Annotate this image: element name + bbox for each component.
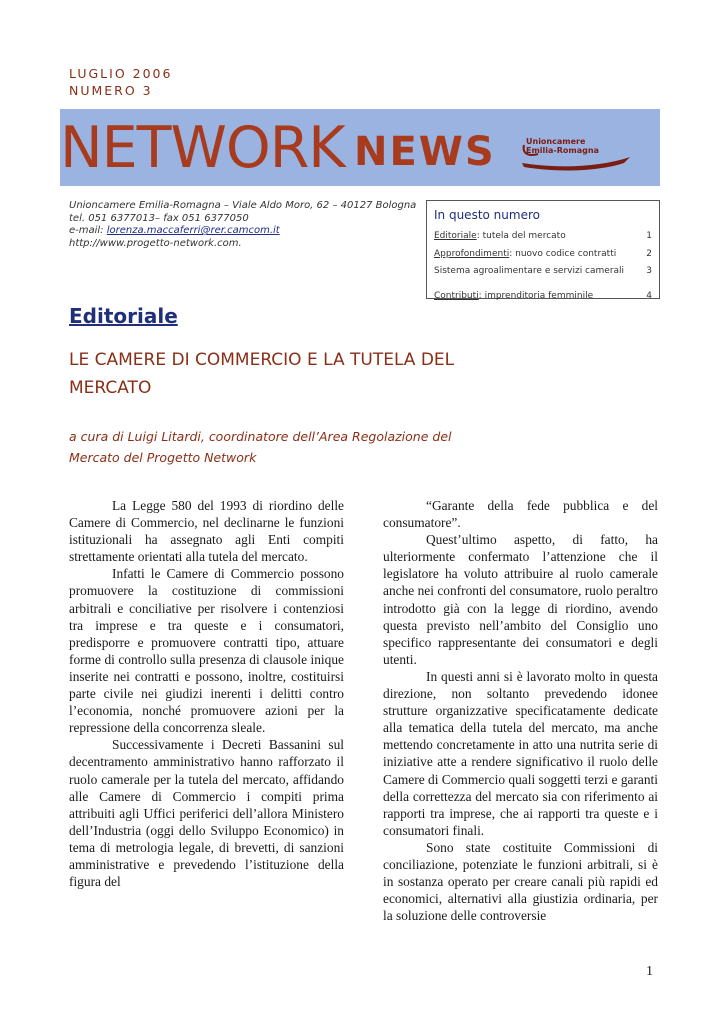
toc-item-topic: Sistema agroalimentare e servizi camerali (434, 266, 625, 276)
toc-box: In questo numero Editoriale: tutela del mercato 1 Approfondimenti: nuovo codice contratti 2 Sistema agroalimentare e servizi camerali 3 Contributi: imprenditoria femminile 4 (426, 200, 660, 299)
unioncamere-logo (520, 123, 632, 181)
paragraph: Sono state costituite Commissioni di conciliazione, potenziate le funzioni arbitrali, si è in sostanza operato per creare canali più rapidi ed economici, alternativi alla giustizia ordinaria, per la soluzione delle controversie (383, 839, 658, 924)
toc-item-topic: imprenditoria femminile (484, 291, 594, 301)
article-headline: LE CAMERE DI COMMERCIO E LA TUTELA DEL MERCATO (69, 350, 455, 398)
address: Unioncamere Emilia-Romagna – Viale Aldo Moro, 62 – 40127 Bologna (69, 200, 417, 211)
paragraph: Infatti le Camere di Commercio possono promuovere la costituzione di commissioni arbitrali e conciliative per risolvere i contenziosi tra imprese e tra queste e i consumatori, predisporre e promuovere contratti tipo, attuare forme di controllo sulla presenza di clausole inique inserite nei contratti e possono, inoltre, costituirsi parte civile nei giudizi inerenti i delitti contro l’economia, nonché promuovere azioni per la repressione della concorrenza sleale. (69, 566, 344, 736)
issue-number: NUMERO 3 (69, 83, 153, 98)
paragraph: “Garante della fede pubblica e del consumatore”. (383, 498, 658, 531)
article-byline: a cura di Luigi Litardi, coordinatore dell’Area Regolazione del Mercato del Progetto Network (69, 429, 452, 465)
toc-item-topic: tutela del mercato (482, 231, 566, 241)
article-column-right (383, 497, 658, 924)
toc-title: In questo numero (434, 208, 540, 222)
paragraph: Successivamente i Decreti Bassanini sul decentramento amministrativo hanno rafforzato il ruolo camerale per la tutela del mercato, affidando alle Camere di Commercio i compiti prima attribuiti agli Uffici periferici dell’allora Ministero dell’Industria (oggi dello Sviluppo Economico) in tema di metrologia legale, di brevetti, di sanzioni amministrative e prevedendo l’istituzione della figura del (69, 737, 344, 890)
email-line: e-mail: lorenza.maccaferri@rer.camcom.it (69, 225, 280, 237)
phone: tel. 051 6377013– fax 051 6377050 (69, 212, 249, 224)
toc-item-section: Contributi (434, 291, 479, 301)
toc-item-section: Editoriale (434, 231, 477, 241)
toc-item-page: 2 (646, 249, 652, 259)
paragraph: In questi anni si è lavorato molto in questa direzione, non soltanto prevedendo idonee strutture organizzative specificatamente dedicate alla tematica della tutela del mercato, ma anche mettendo concretamente in atto una nutrita serie di iniziative atte a rendere significativo il ruolo delle Camere di Commercio quali soggetti terzi e garanti della correttezza del mercato sia con riferimento ai rapporti tra imprese, che ai rapporti tra queste e i consumatori finali. (383, 668, 658, 838)
email-link[interactable]: lorenza.maccaferri@rer.camcom.it (106, 225, 280, 237)
issue-date: LUGLIO 2006 (69, 66, 173, 81)
issue-info (69, 65, 172, 99)
toc-item-page: 3 (646, 266, 652, 276)
toc-item-topic: nuovo codice contratti (515, 249, 617, 259)
logo-text: Unioncamere Emilia-Romagna (526, 137, 599, 155)
website: http://www.progetto-network.com. (69, 237, 242, 249)
contact-block (69, 200, 416, 250)
paragraph: Quest’ultimo aspetto, di fatto, ha ulteriormente confermato l’attenzione che il legislatore ha voluto attribuire al ruolo camerale anche nei confronti del consumatore, ruolo peraltro introdotto già con la legge di riordino, avendo questa previsto nell’ambito del Consiglio uno specifico rappresentante dei consumatori e degli utenti. (383, 532, 658, 667)
masthead-network: NETWORK (60, 115, 345, 181)
toc-item-page: 1 (646, 231, 652, 241)
masthead-news: NEWS (354, 129, 496, 175)
page-number: 1 (646, 964, 653, 979)
toc-item-section: Approfondimenti (434, 249, 510, 259)
section-title: Editoriale (69, 304, 178, 328)
paragraph: La Legge 580 del 1993 di riordino delle Camere di Commercio, nel declinarne le funzioni istituzionali ha assegnato agli Enti compiti strettamente orientati alla tutela del mercato. (69, 498, 344, 565)
masthead-banner (60, 109, 660, 186)
article-column-left (69, 497, 344, 890)
toc-item-page: 4 (646, 291, 652, 301)
